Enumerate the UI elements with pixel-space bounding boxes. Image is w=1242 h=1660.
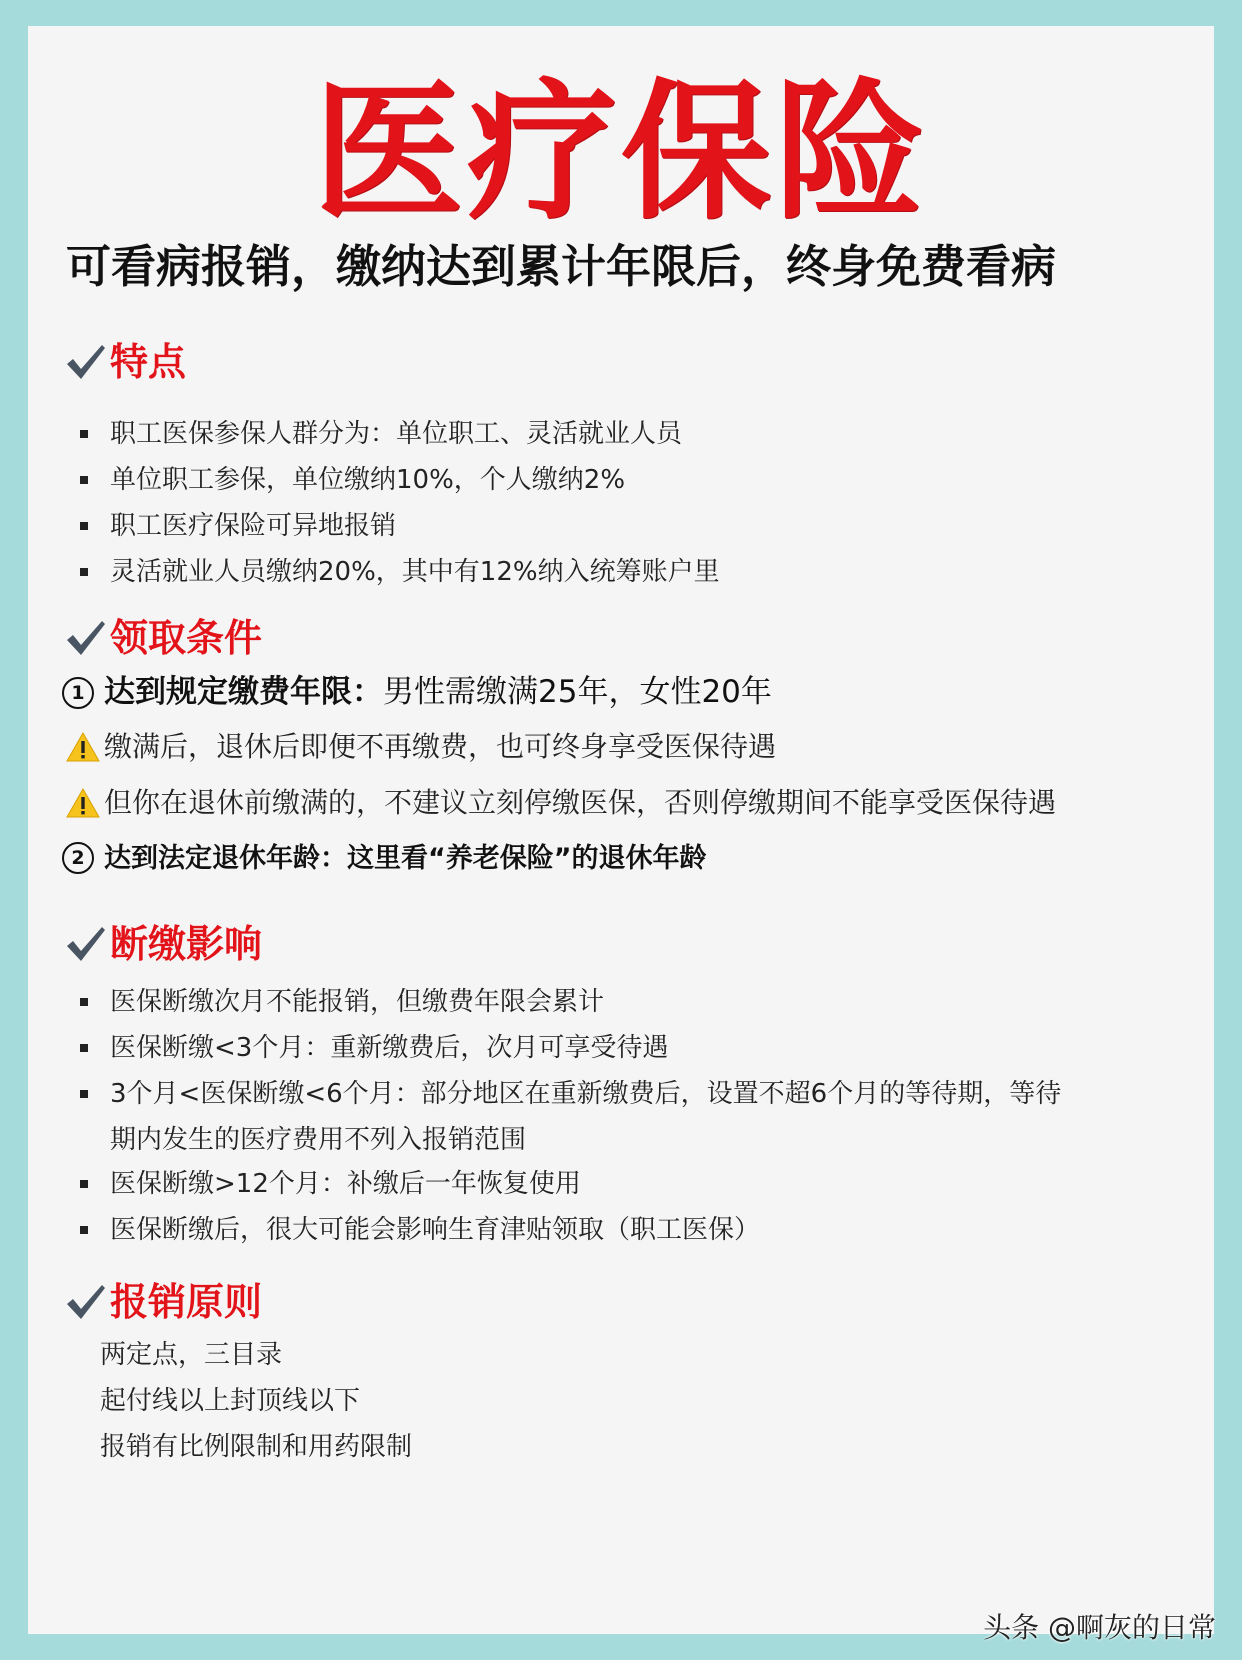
bullet-icon (80, 1044, 88, 1052)
list-item: 报销有比例限制和用药限制 (100, 1432, 413, 1462)
condition-1-text: 男性需缴满25年，女性20年 (383, 674, 772, 710)
section-title: 报销原则 (110, 1280, 263, 1324)
condition-1 (62, 674, 772, 711)
condition-2-text: 达到法定退休年龄：这里看“养老保险”的退休年龄 (104, 843, 707, 874)
condition-1-label: 达到规定缴费年限： (104, 674, 383, 710)
list-item: 起付线以上封顶线以下 (100, 1386, 361, 1416)
list-item: 两定点，三目录 (100, 1340, 283, 1370)
section-title: 领取条件 (110, 616, 263, 660)
watermark: 头条 @啊灰的日常 (983, 1611, 1216, 1644)
warning-line-2: 但你在退休前缴满的，不建议立刻停缴医保，否则停缴期间不能享受医保待遇 (66, 786, 1056, 820)
check-icon (64, 618, 106, 658)
bullet-icon (80, 476, 88, 484)
condition-2 (62, 842, 707, 875)
page-subtitle: 可看病报销，缴纳达到累计年限后，终身免费看病 (66, 240, 1057, 293)
document-page: 医疗保险 可看病报销，缴纳达到累计年限后，终身免费看病 特点 职工医保参保人群分为：单位职工、灵活就业人员 单位职工参保，单位缴纳10%，个人缴纳2% 职工医疗保险可异地报销 灵活就业人员缴纳20%，其中有12%纳入统筹账户里 领取条件 1 达到规定缴费年限：男性需缴满25年，女性20年 缴满后，退休后即便不再缴费，也可终身享受医保待遇 但你在退休前缴满的，不建议立刻停缴医保，否则停缴期间不能享受医保待遇 2 达到法定退休年龄：这里看“养老保险”的退休年龄 断缴影响 医保断缴次月不能报销，但缴费年限会累计 医保断缴<3个月：重新缴费后，次月可享受待遇 3个月<医保断缴<6个月：部分地区在重新缴费后，设置不超6个月的等待期，等待 期内发生的医疗费用不列入报销范围 医保断缴>12个月：补缴后一年恢复使用 医保断缴后，很大可能会影响生育津贴领取（职工医保） 报销原则 两定点，三目录 起付线以上封顶线以下 报销有比例限制和用药限制 (28, 26, 1214, 1634)
bullet-icon (80, 1226, 88, 1234)
warning-icon (66, 787, 100, 819)
bullet-icon (80, 522, 88, 530)
section-header (64, 342, 186, 382)
bullet-icon (80, 1090, 88, 1098)
check-icon (64, 342, 106, 382)
bullet-icon (80, 430, 88, 438)
section-title: 断缴影响 (110, 922, 263, 966)
bullet-icon (80, 1180, 88, 1188)
warning-line-1: 缴满后，退休后即便不再缴费，也可终身享受医保待遇 (66, 730, 776, 764)
warning-icon (66, 731, 100, 763)
page-title: 医疗保险 (312, 66, 929, 240)
section-header (64, 1282, 262, 1322)
bullet-icon (80, 568, 88, 576)
check-icon (64, 1282, 106, 1322)
number-2-icon: 2 (62, 842, 94, 874)
section-header (64, 618, 262, 658)
section-header (64, 924, 262, 964)
section-title: 特点 (110, 340, 187, 384)
number-1-icon: 1 (62, 677, 94, 709)
check-icon (64, 924, 106, 964)
bullet-icon (80, 998, 88, 1006)
